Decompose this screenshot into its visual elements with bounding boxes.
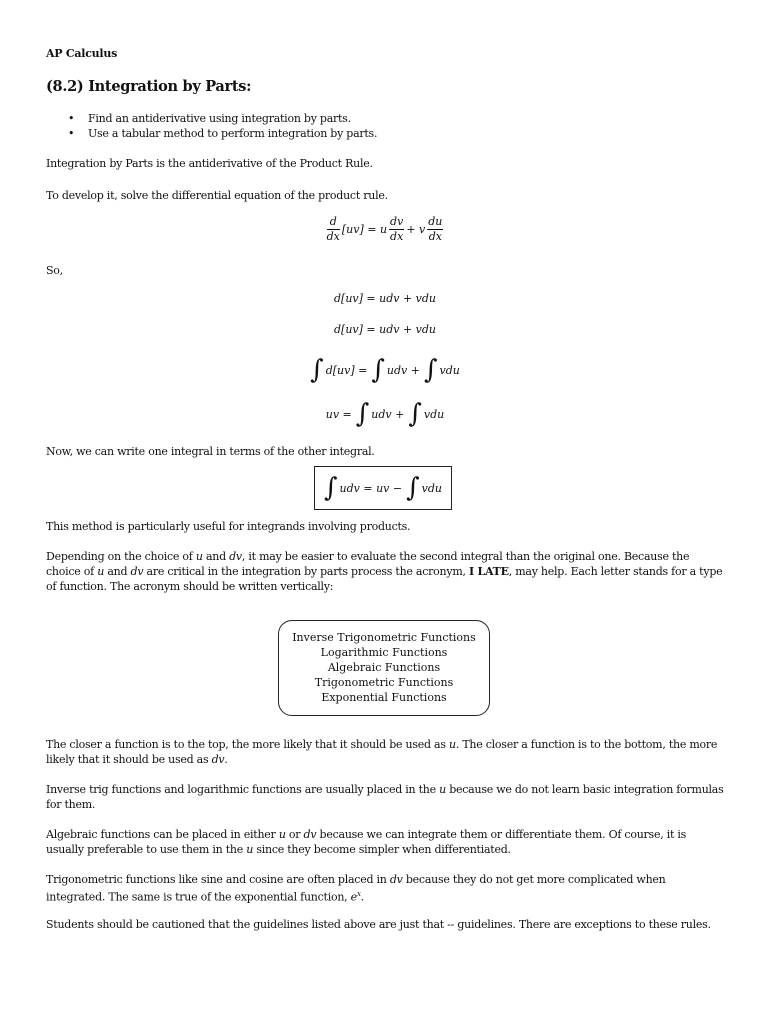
- fraction-numerator: d: [327, 215, 340, 230]
- paragraph-choice: [46, 549, 726, 594]
- symbol-dv: dv: [130, 565, 144, 578]
- symbol-u: u: [278, 828, 286, 841]
- equation-product-rule: [250, 215, 520, 244]
- equation-text: + v: [406, 223, 426, 236]
- ilate-item: Inverse Trigonometric Functions: [292, 631, 476, 644]
- ilate-item: Trigonometric Functions: [314, 676, 454, 689]
- paragraph-inverse-log: [46, 782, 726, 812]
- symbol-exponent-x: x: [356, 890, 361, 898]
- symbol-dv: dv: [229, 550, 242, 563]
- acronym-ilate: I LATE: [469, 565, 509, 578]
- symbol-u: u: [448, 738, 456, 751]
- equation-text: udv +: [386, 363, 420, 377]
- fraction-numerator: du: [428, 215, 443, 228]
- paragraph-algebraic: [46, 827, 726, 857]
- paragraph-useful: This method is particularly useful for integrands involving products.: [46, 520, 411, 533]
- symbol-dv: dv: [303, 828, 317, 841]
- integral-sign: ∫: [355, 399, 370, 429]
- symbol-u: u: [439, 783, 446, 796]
- text-span: , may help. Each letter stands for a type of function. The acronym should be written vertically:: [46, 565, 723, 593]
- paragraph-now: Now, we can write one integral in terms of the other integral.: [46, 445, 375, 458]
- learning-goals: [62, 111, 377, 141]
- text-span: or: [285, 828, 304, 841]
- text-span: since they become simpler when differentiated.: [253, 843, 511, 856]
- text-span: because they do not get more complicated when integrated. The same is true of the exponential function,: [46, 873, 666, 904]
- section-heading: (8.2) Integration by Parts:: [46, 78, 252, 95]
- paragraph-closer: [46, 737, 726, 767]
- paragraph-trig-exp: [46, 872, 726, 905]
- symbol-u: u: [97, 565, 105, 578]
- text-span: Depending on the choice of: [46, 550, 196, 563]
- fraction-numerator: dv: [390, 215, 404, 228]
- integral-sign: ∫: [310, 355, 324, 385]
- ilate-item: Logarithmic Functions: [320, 646, 448, 659]
- equation-text: uv =: [325, 407, 352, 421]
- symbol-dv: dv: [211, 753, 225, 766]
- text-span: are critical in the integration by parts process the acronym,: [143, 565, 470, 578]
- text-span: because we can integrate them or differentiate them. Of course, it is usually preferable to use them in the: [46, 828, 687, 856]
- text-span: Algebraic functions can be placed in either: [46, 828, 279, 841]
- text-span: The closer a function is to the top, the more likely that it should be used as: [46, 738, 449, 751]
- ilate-box: [278, 620, 490, 716]
- ilate-item: Algebraic Functions: [327, 661, 441, 674]
- course-title: AP Calculus: [46, 47, 118, 60]
- fraction-denominator: dx: [326, 230, 340, 243]
- integral-sign: ∫: [406, 473, 420, 503]
- fraction-denominator: dx: [428, 230, 442, 243]
- equation-text: vdu: [421, 481, 442, 495]
- text-span: .: [360, 890, 364, 904]
- integral-sign: ∫: [423, 355, 438, 385]
- paragraph-so: So,: [46, 264, 63, 277]
- text-span: and: [202, 550, 230, 563]
- symbol-e: e: [350, 890, 357, 904]
- equation-text: d[uv] =: [325, 363, 368, 377]
- paragraph-develop: To develop it, solve the differential equation of the product rule.: [46, 189, 388, 202]
- list-item: • Find an antiderivative using integration by parts.: [62, 111, 377, 126]
- equation-text: udv +: [371, 407, 405, 421]
- text-span: . The closer a function is to the bottom, the more likely that it should be used as: [46, 738, 718, 766]
- integration-by-parts-formula: [314, 466, 452, 510]
- integral-sign: ∫: [371, 355, 385, 385]
- equation-text: vdu: [439, 363, 460, 377]
- text-span: Inverse trig functions and logarithmic functions are usually placed in the: [46, 783, 440, 796]
- ilate-item: Exponential Functions: [321, 691, 447, 704]
- equation-text: udv = uv −: [339, 481, 403, 495]
- equation-uv: [250, 400, 520, 428]
- text-span: .: [224, 753, 228, 766]
- equation-differential-1: d[uv] = udv + vdu: [333, 292, 437, 305]
- integral-sign: ∫: [408, 399, 422, 429]
- equation-differential-2: d[uv] = udv + vdu: [333, 323, 437, 336]
- fraction-denominator: dx: [390, 230, 404, 243]
- symbol-u: u: [195, 550, 203, 563]
- equation-integrated: [250, 356, 520, 384]
- text-span: Trigonometric functions like sine and cosine are often placed in: [46, 873, 390, 886]
- integral-sign: ∫: [324, 473, 338, 503]
- paragraph-caution: Students should be cautioned that the guidelines listed above are just that -- guidelines. There are exceptions to these rules.: [46, 918, 711, 931]
- text-span: , it may be easier to evaluate the second integral than the original one. Because the choice of: [46, 550, 690, 578]
- symbol-dv: dv: [389, 873, 403, 886]
- text-span: and: [104, 565, 131, 578]
- list-item: • Use a tabular method to perform integration by parts.: [62, 126, 377, 141]
- text-span: because we do not learn basic integration formulas for them.: [46, 783, 724, 811]
- paragraph-product-rule: Integration by Parts is the antiderivative of the Product Rule.: [46, 157, 373, 170]
- equation-text: vdu: [423, 407, 445, 421]
- equation-text: [uv] = u: [341, 223, 388, 236]
- symbol-u: u: [246, 843, 254, 856]
